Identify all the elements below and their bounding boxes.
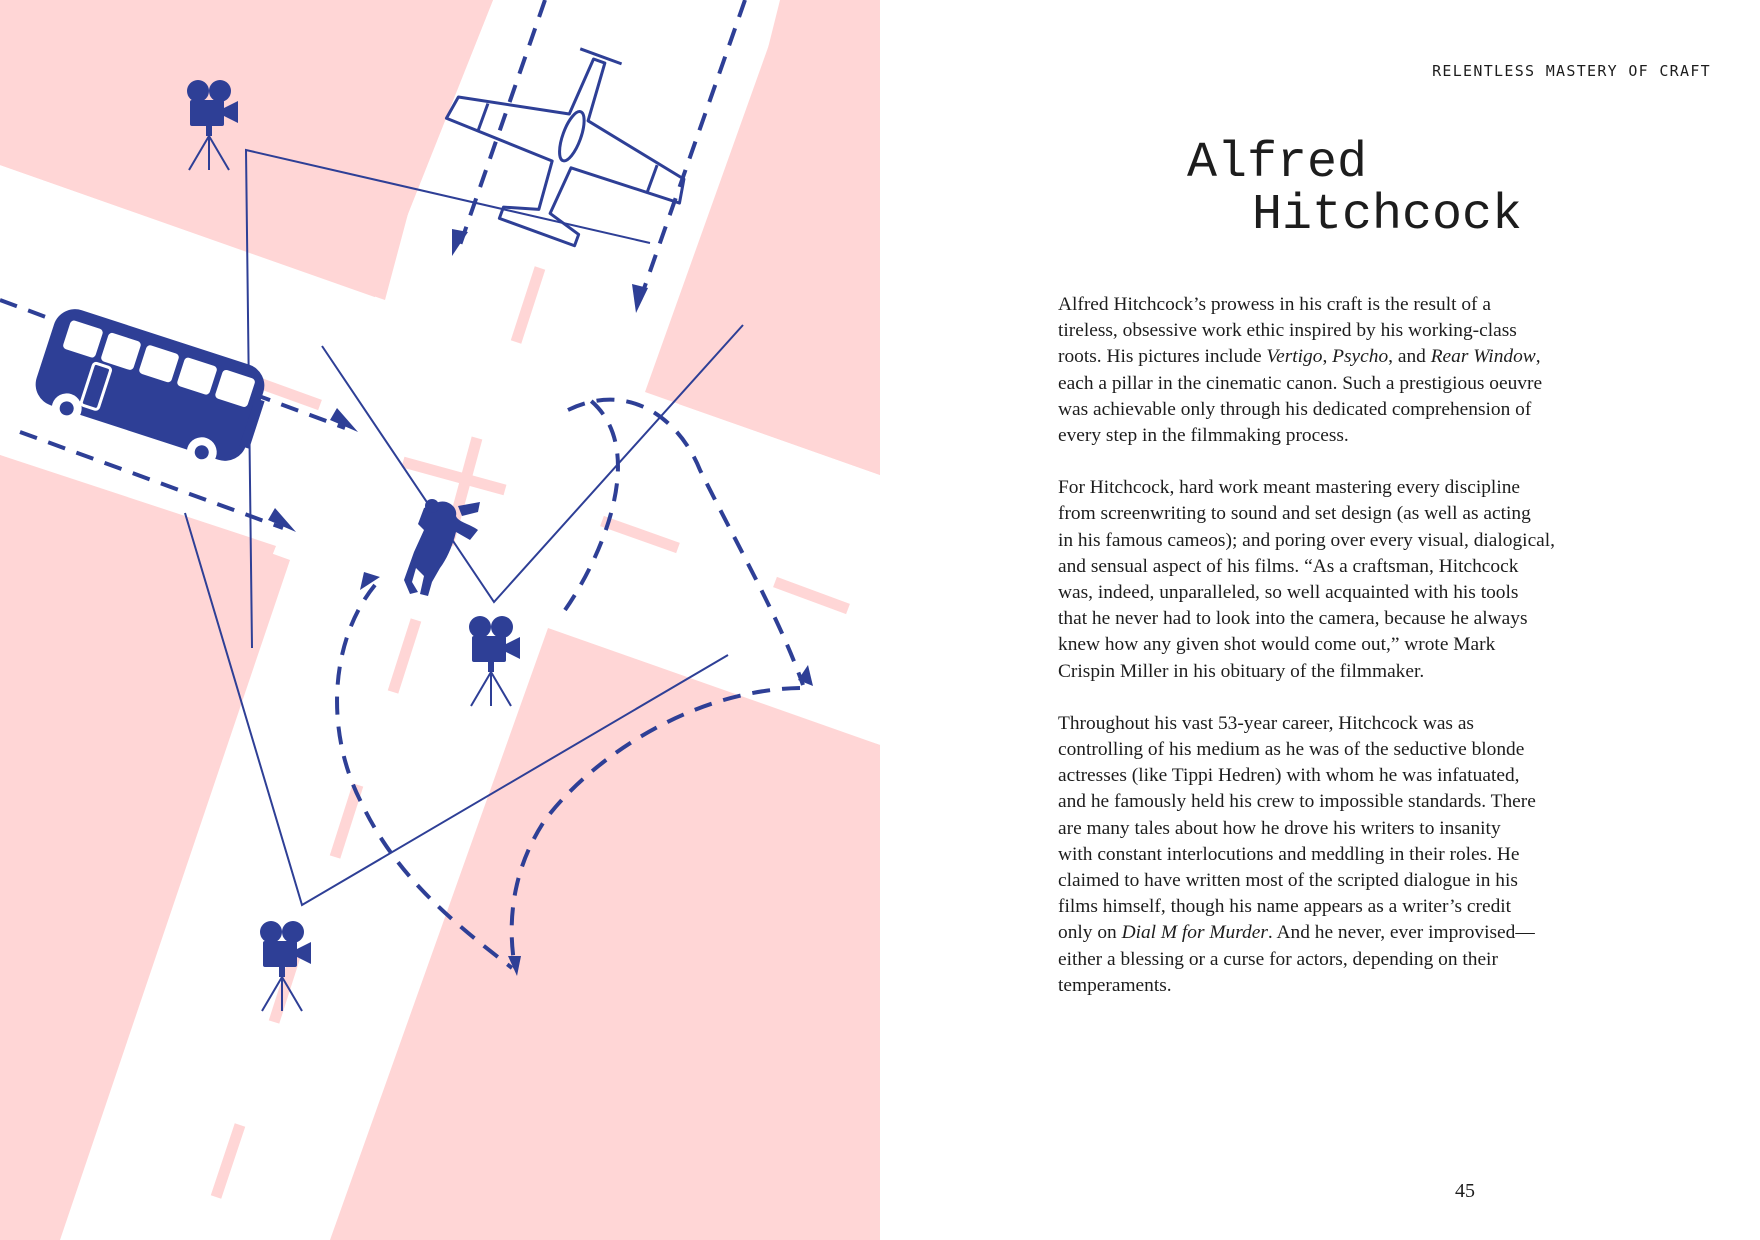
paragraph: [1058, 475, 1556, 685]
text-run: ,: [1535, 346, 1541, 368]
text-run: Crispin Miller in his obituary of the filmmaker.: [1058, 660, 1425, 682]
text-line: [1058, 789, 1544, 815]
text-line: [1058, 606, 1544, 632]
text-line: [1058, 711, 1544, 737]
text-run: from screenwriting to sound and set design (as well as acting: [1058, 503, 1531, 525]
text-run: only on: [1058, 922, 1122, 944]
text-run: films himself, though his name appears as a writer’s credit: [1058, 896, 1512, 918]
text-run: temperaments.: [1058, 974, 1172, 996]
text-line: [1058, 318, 1544, 344]
text-line: [1058, 292, 1544, 318]
text-run: tireless, obsessive work ethic inspired by his working-class: [1058, 320, 1517, 342]
text-line: [1058, 344, 1544, 370]
text-line: [1058, 947, 1544, 973]
page-number: 45: [1455, 1180, 1475, 1202]
text-run: each a pillar in the cinematic canon. Such a prestigious oeuvre: [1058, 372, 1543, 394]
text-line: [1058, 894, 1544, 920]
text-line: [1058, 920, 1544, 946]
text-run: Throughout his vast 53-year career, Hitchcock was as: [1058, 712, 1474, 734]
text-line: [1058, 554, 1544, 580]
italic-title: Psycho: [1332, 346, 1389, 368]
text-line: [1058, 501, 1544, 527]
text-run: and sensual aspect of his films. “As a craftsman, Hitchcock: [1058, 555, 1519, 577]
text-run: actresses (like Tippi Hedren) with whom he was infatuated,: [1058, 765, 1520, 787]
text-line: [1058, 580, 1544, 606]
text-line: [1058, 632, 1544, 658]
page-title: [880, 135, 1760, 244]
text-run: are many tales about how he drove his writers to insanity: [1058, 817, 1501, 839]
paragraph: [1058, 711, 1544, 999]
text-page: [880, 0, 1760, 1240]
italic-title: Rear Window: [1430, 346, 1536, 368]
title-line-1: Alfred: [1187, 135, 1368, 192]
body-text: [1058, 292, 1556, 1025]
text-line: [1058, 868, 1544, 894]
text-run: controlling of his medium as he was of the seductive blonde: [1058, 739, 1525, 761]
text-line: [1058, 737, 1544, 763]
text-line: [1058, 397, 1544, 423]
text-line: [1058, 528, 1556, 554]
text-run: Alfred Hitchcock’s prowess in his craft is the result of a: [1058, 294, 1491, 315]
text-run: with constant interlocutions and meddling in their roles. He: [1058, 843, 1520, 865]
text-line: [1058, 475, 1544, 501]
text-run: that he never had to look into the camera, because he always: [1058, 608, 1528, 630]
text-run: and he famously held his crew to impossible standards. There: [1058, 791, 1536, 813]
text-line: [1058, 371, 1544, 397]
text-run: every step in the filmmaking process.: [1058, 425, 1349, 447]
text-run: in his famous cameos); and poring over every visual, dialogical,: [1058, 529, 1556, 551]
paragraph: [1058, 292, 1544, 449]
running-head: RELENTLESS MASTERY OF CRAFT: [1432, 62, 1711, 80]
text-run: . And he never, ever improvised—: [1267, 922, 1535, 944]
text-run: ,: [1322, 346, 1333, 368]
italic-title: Dial M for Murder: [1121, 922, 1268, 944]
text-run: knew how any given shot would come out,” wrote Mark: [1058, 634, 1496, 656]
title-line-2: Hitchcock: [1252, 187, 1523, 244]
text-line: [1058, 423, 1544, 449]
text-run: roots. His pictures include: [1058, 346, 1267, 368]
text-line: [1058, 842, 1544, 868]
text-line: [1058, 973, 1544, 999]
text-run: was achievable only through his dedicated comprehension of: [1058, 398, 1532, 420]
text-line: [1058, 763, 1544, 789]
text-run: , and: [1388, 346, 1431, 368]
text-line: [1058, 816, 1544, 842]
text-run: claimed to have written most of the scripted dialogue in his: [1058, 870, 1518, 892]
text-run: either a blessing or a curse for actors, depending on their: [1058, 948, 1498, 970]
italic-title: Vertigo: [1266, 346, 1323, 368]
text-line: [1058, 659, 1544, 685]
text-run: For Hitchcock, hard work meant mastering every discipline: [1058, 477, 1521, 499]
text-run: was, indeed, unparalleled, so well acquainted with his tools: [1058, 582, 1519, 604]
